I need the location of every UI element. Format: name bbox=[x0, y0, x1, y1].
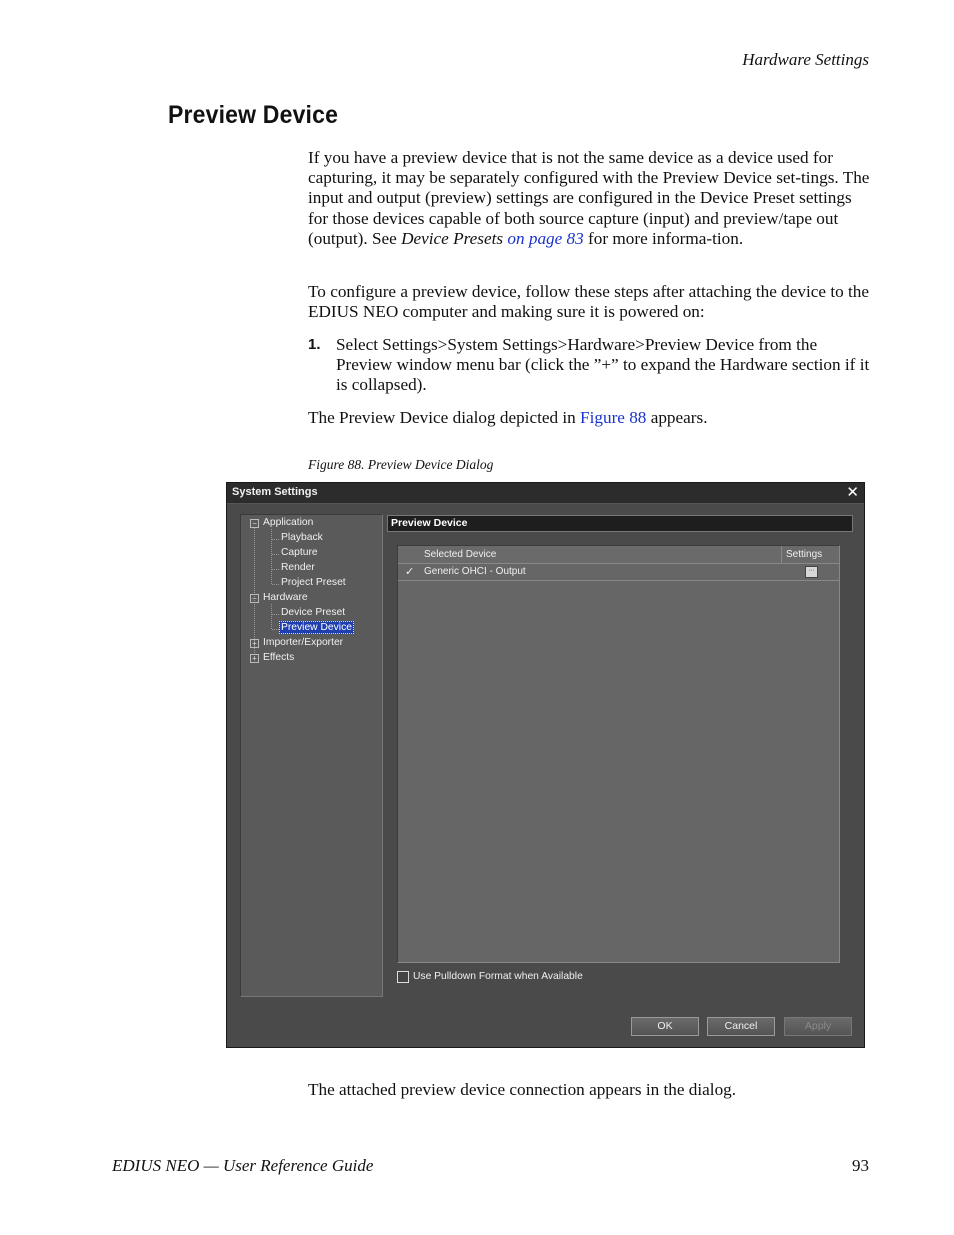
step-text: Select Settings>System Settings>Hardware>Preview Device from the Preview window menu bar (click the ”+” to expand the Hardware section if it is collapsed). bbox=[336, 335, 870, 395]
intro-paragraph bbox=[308, 148, 870, 249]
device-list[interactable] bbox=[397, 545, 840, 963]
checkbox-icon[interactable] bbox=[397, 971, 409, 983]
ok-button[interactable]: OK bbox=[631, 1017, 699, 1036]
close-icon[interactable]: ✕ bbox=[846, 484, 859, 501]
device-presets-ref: Device Presets bbox=[401, 228, 504, 248]
table-row[interactable] bbox=[398, 565, 839, 581]
tree-line bbox=[271, 604, 272, 629]
column-settings[interactable]: Settings bbox=[786, 549, 823, 560]
intro-text-b: for more informa-tion. bbox=[583, 228, 744, 248]
closing-paragraph: The attached preview device connection appears in the dialog. bbox=[308, 1080, 737, 1099]
tree-line bbox=[272, 554, 279, 555]
pulldown-format-label: Use Pulldown Format when Available bbox=[413, 971, 583, 982]
cancel-button[interactable]: Cancel bbox=[707, 1017, 775, 1036]
tree-line bbox=[254, 527, 255, 657]
figure-caption: Figure 88. Preview Device Dialog bbox=[308, 457, 494, 472]
tree-line bbox=[272, 569, 279, 570]
device-settings-button[interactable]: ⋯ bbox=[805, 566, 818, 578]
figure-88-link[interactable]: Figure 88 bbox=[580, 408, 647, 427]
check-icon: ✓ bbox=[405, 566, 415, 578]
dialog-intro-paragraph bbox=[308, 408, 870, 428]
step-number: 1. bbox=[308, 336, 321, 353]
column-selected-device[interactable]: Selected Device bbox=[424, 549, 497, 560]
tree-item-playback[interactable]: Playback bbox=[281, 532, 323, 543]
tree-line bbox=[272, 539, 279, 540]
configure-paragraph: To configure a preview device, follow these steps after attaching the device to the EDIUS NEO computer and making sure it is powered on: bbox=[308, 282, 869, 322]
page-number: 93 bbox=[852, 1156, 869, 1175]
tree-item-capture[interactable]: Capture bbox=[281, 547, 318, 558]
apply-button[interactable]: Apply bbox=[784, 1017, 852, 1036]
dialog-title: System Settings bbox=[232, 486, 318, 498]
collapse-icon[interactable]: − bbox=[250, 594, 259, 603]
section-title: Preview Device bbox=[168, 101, 339, 129]
tree-item-importer-exporter[interactable]: Importer/Exporter bbox=[263, 637, 344, 648]
panel-header bbox=[387, 515, 853, 532]
panel-title: Preview Device bbox=[391, 517, 468, 529]
column-separator[interactable] bbox=[781, 546, 782, 563]
tree-line bbox=[272, 629, 279, 630]
tree-item-preview-device[interactable]: Preview Device bbox=[281, 622, 352, 633]
running-header: Hardware Settings bbox=[742, 50, 869, 69]
tree-item-project-preset[interactable]: Project Preset bbox=[281, 577, 346, 588]
collapse-icon[interactable]: − bbox=[250, 519, 259, 528]
tree-line bbox=[272, 614, 279, 615]
tree-item-application[interactable]: Application bbox=[263, 517, 314, 528]
tree-item-device-preset[interactable]: Device Preset bbox=[281, 607, 346, 618]
tree-item-render[interactable]: Render bbox=[281, 562, 315, 573]
step-1 bbox=[308, 335, 870, 396]
intro-text-a: If you have a preview device that is not the same device as a device used for capturing, it may be separately configured with the Preview Device set-tings. The input and output (preview) settings are configured in the Device Preset settings for those devices capable of both source capture (input) and preview/tape out (output). See bbox=[308, 148, 870, 248]
tree-item-hardware[interactable]: Hardware bbox=[263, 592, 308, 603]
footer-guide-title: EDIUS NEO — User Reference Guide bbox=[112, 1156, 374, 1175]
tree-item-effects[interactable]: Effects bbox=[263, 652, 295, 663]
system-settings-dialog bbox=[226, 482, 865, 1048]
page-83-link[interactable]: on page 83 bbox=[507, 228, 584, 248]
tree-line bbox=[272, 584, 279, 585]
dialog-intro-a: The Preview Device dialog depicted in bbox=[308, 408, 581, 427]
device-name: Generic OHCI - Output bbox=[424, 566, 526, 577]
list-header bbox=[398, 546, 839, 564]
settings-tree bbox=[240, 514, 383, 997]
tree-line bbox=[271, 529, 272, 584]
dialog-intro-b: appears. bbox=[646, 408, 708, 427]
dialog-titlebar bbox=[227, 483, 864, 504]
expand-icon[interactable]: + bbox=[250, 654, 259, 663]
expand-icon[interactable]: + bbox=[250, 639, 259, 648]
